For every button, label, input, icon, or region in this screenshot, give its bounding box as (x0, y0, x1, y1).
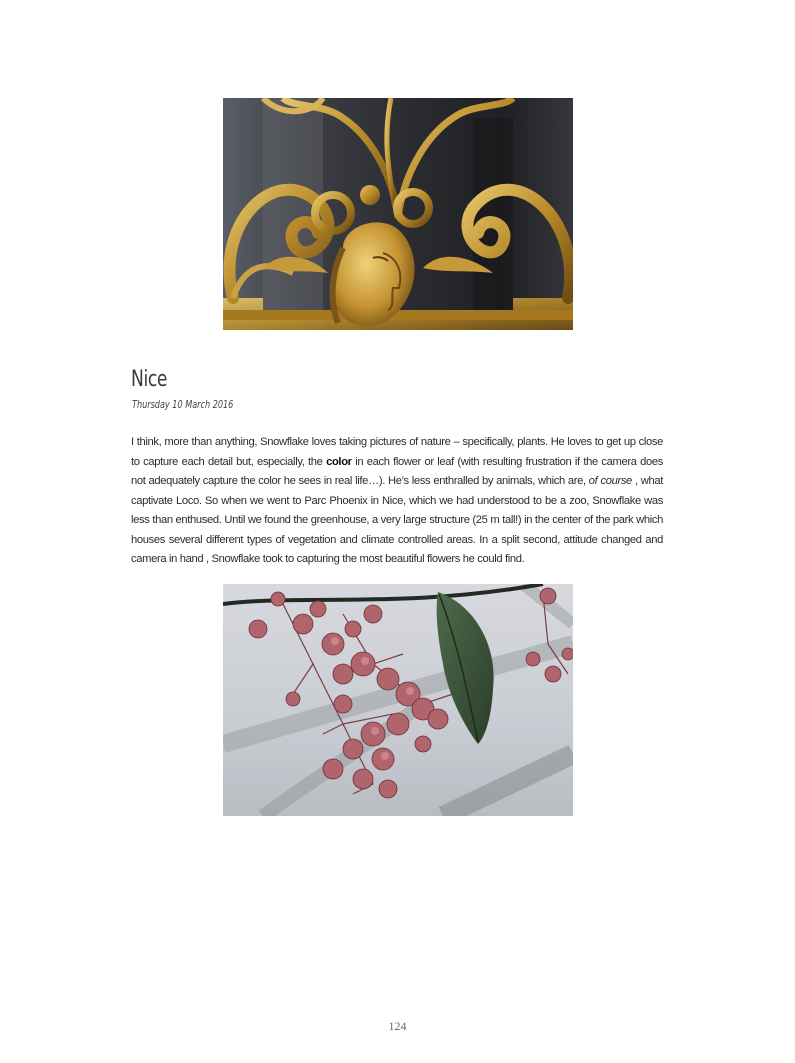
gilded-ornament-image (223, 98, 573, 330)
paragraph-text-part-3: , what captivate Loco. So when we went to Parc Phoenix in Nice, which we had understood to be a zoo, Snowflake was less than enthused. Until we found the greenhouse, a very large structure (25 m tall!) in the center of the park which houses several different types of vegetation and climate controlled areas. In a split second, attitude changed and camera in hand , Snowflake took to capturing the most beautiful flowers he could find. (131, 475, 663, 565)
emphasis-color-word: color (326, 455, 352, 468)
photo-greenhouse-flowers (223, 584, 573, 816)
paragraph-text-part-2: in each flower or leaf (with resulting frustration if the camera does not adequately capture the color he sees in real life…). He’s less enthralled by animals, which are, (131, 455, 663, 487)
paragraph-text-part-1: I think, more than anything, Snowflake loves taking pictures of nature – specifically, plants. He loves to get up close to capture each detail but, especially, the (131, 436, 663, 468)
post-date: Thursday 10 March 2016 (132, 398, 234, 411)
page-number: 124 (388, 1019, 407, 1033)
photo-gilded-ornament (223, 98, 573, 330)
post-title: Nice (131, 367, 168, 392)
post-body-paragraph (131, 433, 663, 570)
greenhouse-flowers-image (223, 584, 573, 816)
emphasis-of-course: of course (588, 475, 632, 487)
